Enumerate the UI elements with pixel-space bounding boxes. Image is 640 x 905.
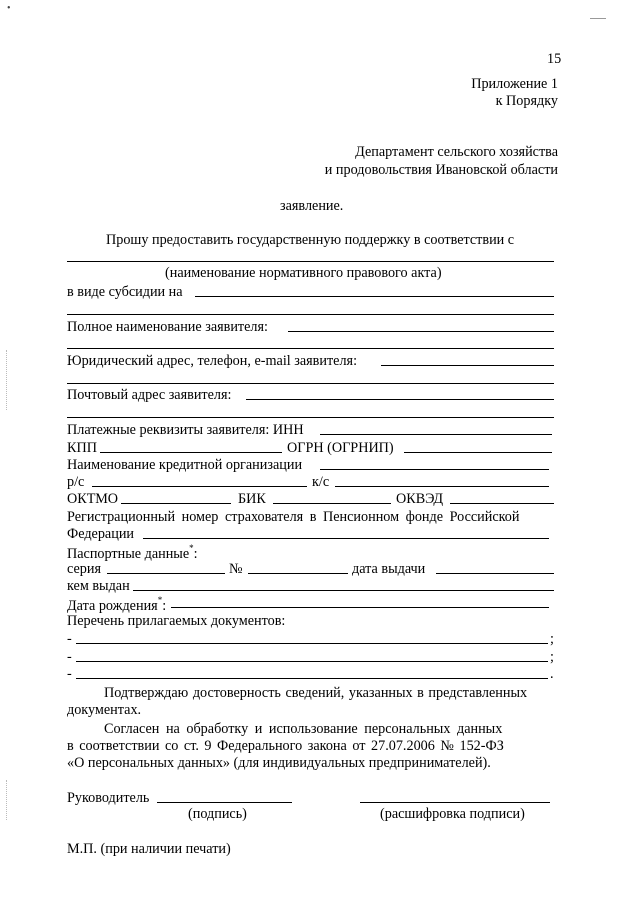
docs-item-2-field[interactable] (76, 661, 548, 662)
ks-label: к/с (312, 474, 330, 490)
consent-line-2: в соответствии со ст. 9 Федерального закона от 27.07.2006 № 152-ФЗ (67, 738, 504, 754)
passport-label: Паспортные данные*: (67, 543, 198, 562)
ks-field[interactable] (335, 486, 549, 487)
docs-item-1-dash: - (67, 631, 72, 647)
payment-inn-label: Платежные реквизиты заявителя: ИНН (67, 422, 304, 438)
issued-by-field[interactable] (133, 590, 554, 591)
legal-address-label: Юридический адрес, телефон, e-mail заявителя: (67, 353, 358, 369)
rs-field[interactable] (92, 486, 307, 487)
postal-address-field[interactable] (246, 399, 554, 400)
consent-line-1: Согласен на обработку и использование персональных данных (104, 721, 503, 737)
kpp-field[interactable] (100, 452, 282, 453)
signature-caption: (подпись) (188, 806, 247, 822)
recipient-line-1: Департамент сельского хозяйства (355, 144, 558, 160)
act-name-field[interactable] (67, 261, 554, 262)
appendix-line-2: к Порядку (495, 93, 558, 109)
postal-address-label: Почтовый адрес заявителя: (67, 387, 232, 403)
appendix-line-1: Приложение 1 (471, 76, 558, 92)
inn-field[interactable] (320, 434, 552, 435)
consent-line-3: «О персональных данных» (для индивидуальных предпринимателей). (67, 755, 491, 771)
legal-address-field[interactable] (381, 365, 554, 366)
pension-label-line-1: Регистрационный номер страхователя в Пенсионном фонде Российской (67, 509, 520, 525)
request-text: Прошу предоставить государственную поддержку в соответствии с (106, 232, 515, 248)
act-caption: (наименование нормативного правового акта) (165, 265, 442, 281)
scan-edge-left-1 (6, 350, 8, 410)
decode-caption: (расшифровка подписи) (380, 806, 525, 822)
issue-date-field[interactable] (436, 573, 554, 574)
birth-date-asterisk: * (157, 595, 163, 605)
pension-label-line-2: Федерации (67, 526, 135, 542)
passport-asterisk: * (189, 543, 194, 553)
postal-address-field-line-2[interactable] (67, 417, 554, 418)
docs-list-label: Перечень прилагаемых документов: (67, 613, 286, 629)
docs-item-1-field[interactable] (76, 643, 548, 644)
subsidy-field-line-2[interactable] (67, 314, 554, 315)
docs-item-3-dash: - (67, 666, 72, 682)
birth-date-label: Дата рождения*: (67, 595, 167, 614)
pension-number-field[interactable] (143, 538, 549, 539)
bik-label: БИК (238, 491, 266, 507)
okved-label: ОКВЭД (396, 491, 444, 507)
okved-field[interactable] (450, 503, 554, 504)
bank-label: Наименование кредитной организации (67, 457, 303, 473)
bank-field[interactable] (320, 469, 549, 470)
document-title: заявление. (280, 198, 344, 214)
issued-by-label: кем выдан (67, 578, 130, 594)
docs-item-1-end: ; (550, 631, 554, 647)
ogrn-label: ОГРН (ОГРНИП) (287, 440, 394, 456)
legal-address-field-line-2[interactable] (67, 383, 554, 384)
issue-date-label: дата выдачи (352, 561, 426, 577)
docs-item-2-end: ; (550, 649, 554, 665)
recipient-line-2: и продовольствия Ивановской области (324, 162, 558, 178)
docs-item-3-field[interactable] (76, 678, 548, 679)
oktmo-label: ОКТМО (67, 491, 119, 507)
scan-edge-left-2 (6, 780, 8, 820)
signature-field[interactable] (157, 802, 292, 803)
birth-date-field[interactable] (171, 607, 549, 608)
signature-decode-field[interactable] (360, 802, 550, 803)
number-label: № (229, 561, 243, 577)
kpp-label: КПП (67, 440, 97, 456)
docs-item-2-dash: - (67, 649, 72, 665)
docs-item-3-end: . (550, 666, 554, 682)
head-label: Руководитель (67, 790, 150, 806)
subsidy-label: в виде субсидии на (67, 284, 183, 300)
rs-label: р/с (67, 474, 85, 490)
fullname-label: Полное наименование заявителя: (67, 319, 268, 335)
oktmo-field[interactable] (121, 503, 231, 504)
confirm-line-2: документах. (67, 702, 142, 718)
series-label: серия (67, 561, 101, 577)
fullname-field-line-2[interactable] (67, 348, 554, 349)
confirm-line-1: Подтверждаю достоверность сведений, указанных в представленных (104, 685, 528, 701)
series-field[interactable] (107, 573, 225, 574)
scan-edge-mark (590, 18, 606, 19)
stamp-label: М.П. (при наличии печати) (67, 841, 231, 857)
fullname-field[interactable] (288, 331, 554, 332)
bik-field[interactable] (273, 503, 391, 504)
number-field[interactable] (248, 573, 348, 574)
page-number: 15 (547, 51, 562, 67)
scan-dot: • (7, 3, 11, 14)
ogrn-field[interactable] (404, 452, 552, 453)
subsidy-field[interactable] (195, 296, 554, 297)
